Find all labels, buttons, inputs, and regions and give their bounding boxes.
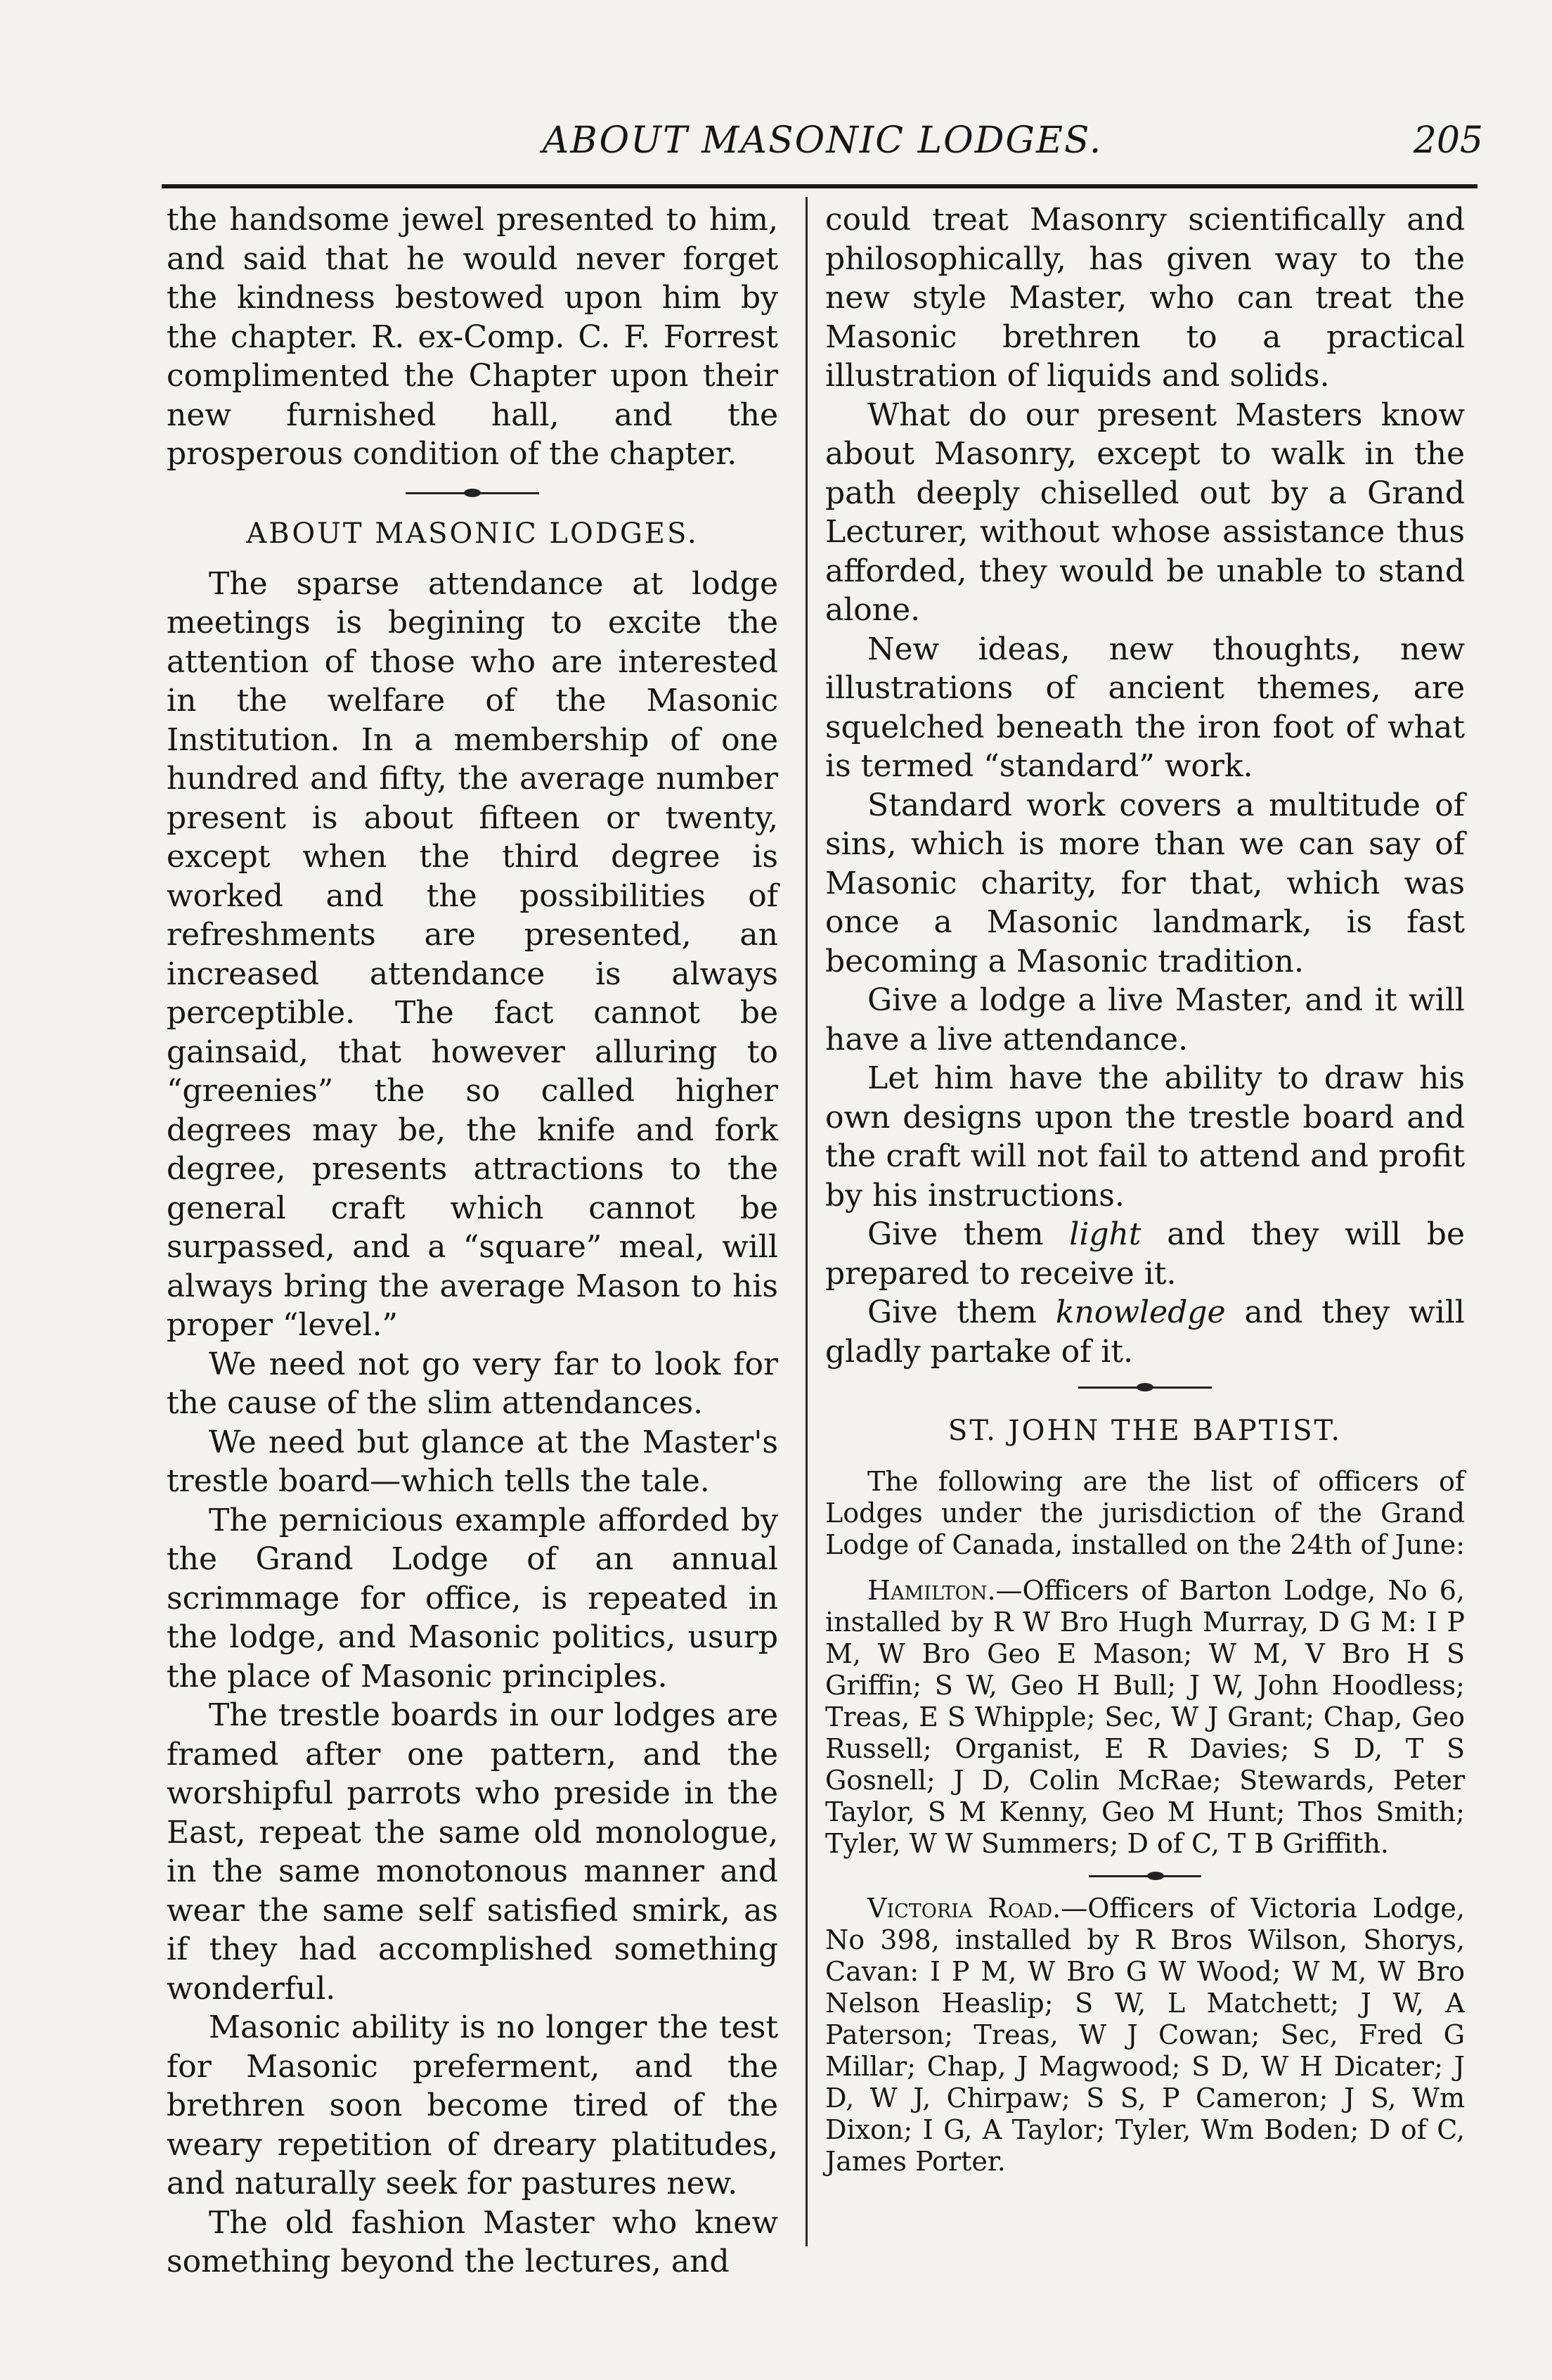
list-intro: The following are the list of officers of Lodges under the jurisdiction of the Grand Lodge of Canada, installed on the 24th of June: xyxy=(825,1466,1466,1560)
column-divider xyxy=(806,197,808,2246)
paragraph: New ideas, new thoughts, new illustrations of ancient themes, are squelched beneath the iron foot of what is termed “standard” work. xyxy=(825,631,1465,784)
section-divider xyxy=(406,492,539,494)
lodge-place: Victoria Road. xyxy=(867,1893,1061,1924)
paragraph: We need but glance at the Master's trestle board—which tells the tale. xyxy=(167,1424,778,1499)
text-run: and they will gladly partake of it. xyxy=(825,1294,1465,1370)
lodge-place: Hamilton. xyxy=(867,1575,996,1606)
emphasis: knowledge xyxy=(1055,1294,1226,1330)
lodge-entry xyxy=(825,1893,1465,2178)
paragraph: The old fashion Master who knew something beyond the lectures, and xyxy=(167,2204,778,2279)
paragraph: Masonic ability is no longer the test for Masonic preferment, and the brethren soon become tired of the weary repetition of dreary platitudes, and naturally seek for pastures new. xyxy=(167,2009,778,2201)
page-number: 205 xyxy=(1413,120,1483,162)
lodge-officers: —Officers of Victoria Lodge, No 398, installed by R Bros Wilson, Shorys, Cavan: I P M, W Bro G W Wood; W M, W Bro Nelson Heaslip; S W, L Matchett; J W, A Paterson; Treas, W J Cowan; Sec, Fred G Millar; Chap, J Magwood; S D, W H Dicater; J D, W J, Chirpaw; S S, P Cameron; J S, Wm Dixon; I G, A Taylor; Tyler, Wm Boden; D of C, James Porter. xyxy=(825,1893,1465,2177)
text-run: Give them xyxy=(867,1216,1070,1252)
article-heading: ABOUT MASONIC LODGES. xyxy=(246,517,699,550)
chapter-report-end: the handsome jewel presented to him, and said that he would never forget the kindness bestowed upon him by the chapter. R. ex-Comp. C. F. Forrest complimented the Chapter upon their new furnished hall, and the prosperous condition of the chapter. xyxy=(167,202,778,472)
paragraph: What do our present Masters know about Masonry, except to walk in the path deeply chiselled out by a Grand Lecturer, without whose assistance thus afforded, they would be unable to stand alone. xyxy=(825,397,1465,628)
running-head xyxy=(162,120,1483,169)
emphasis: light xyxy=(1069,1216,1142,1252)
lodge-entry xyxy=(825,1575,1465,1860)
article-heading: ST. JOHN THE BAPTIST. xyxy=(948,1415,1343,1447)
paragraph: Give a lodge a live Master, and it will have a live attendance. xyxy=(825,982,1465,1057)
paragraph: We need not go very far to look for the cause of the slim attendances. xyxy=(167,1346,778,1421)
running-title: ABOUT MASONIC LODGES. xyxy=(542,120,1103,162)
text-run: and they will be prepared to receive it. xyxy=(825,1216,1466,1292)
entry-divider xyxy=(1089,1875,1201,1877)
right-column xyxy=(825,200,1465,2178)
officer-list xyxy=(825,1466,1465,2178)
section-divider xyxy=(1078,1387,1212,1389)
paragraph xyxy=(825,1293,1465,1371)
paragraph: could treat Masonry scientifically and philosophically, has given way to the new style Master, who can treat the Masonic brethren to a practical illustration of liquids and solids. xyxy=(825,202,1465,394)
paragraph: The sparse attendance at lodge meetings is begining to excite the attention of those who are interested in the welfare of the Masonic Institution. In a membership of one hundred and fifty, the average number present is about fifteen or twenty, except when the third degree is worked and the possibilities of refreshments are presented, an increased attendance is always perceptible. The fact cannot be gainsaid, that however alluring to “greenies” the so called higher degrees may be, the knife and fork degree, presents attractions to the general craft which cannot be surpassed, and a “square” meal, will always bring the average Mason to his proper “level.” xyxy=(167,565,778,1343)
paragraph xyxy=(825,1215,1465,1293)
paragraph: Standard work covers a multitude of sins, which is more than we can say of Masonic charity, for that, which was once a Masonic landmark, is fast becoming a Masonic tradition. xyxy=(825,787,1465,979)
header-rule xyxy=(162,184,1477,188)
paragraph: Let him have the ability to draw his own designs upon the trestle board and the craft will not fail to attend and profit by his instructions. xyxy=(825,1060,1465,1214)
paragraph: The trestle boards in our lodges are framed after one pattern, and the worshipful parrots who preside in the East, repeat the same old monologue, in the same monotonous manner and wear the same self satisfied smirk, as if they had accomplished something wonderful. xyxy=(167,1697,778,2007)
text-run: Give them xyxy=(867,1294,1056,1330)
left-column xyxy=(167,200,778,2282)
lodge-officers: —Officers of Barton Lodge, No 6, installed by R W Bro Hugh Murray, D G M: I P M, W Bro Geo E Mason; W M, V Bro H S Griffin; S W, Geo H Bull; J W, John Hoodless; Treas, E S Whipple; Sec, W J Grant; Chap, Geo Russell; Organist, E R Davies; S D, T S Gosnell; J D, Colin McRae; Stewards, Peter Taylor, S M Kenny, Geo M Hunt; Thos Smith; Tyler, W W Summers; D of C, T B Griffith. xyxy=(825,1575,1465,1859)
paragraph: The pernicious example afforded by the Grand Lodge of an annual scrimmage for office, is repeated in the lodge, and Masonic politics, usurp the place of Masonic principles. xyxy=(167,1502,778,1694)
